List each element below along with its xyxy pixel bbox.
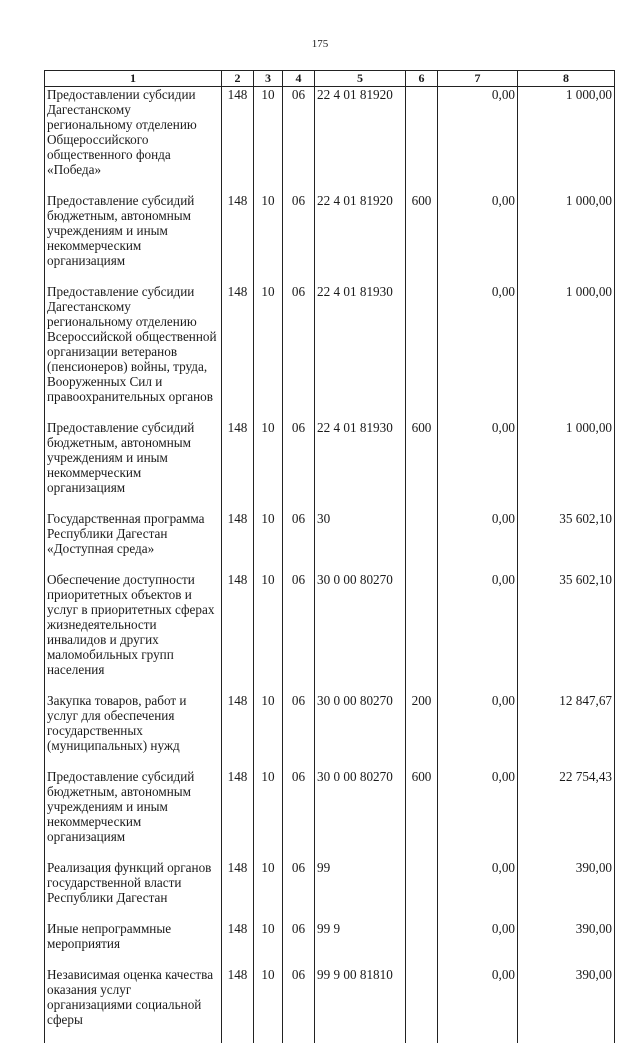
column-header-row	[45, 71, 615, 87]
row-code-4: 06	[283, 967, 315, 1043]
row-amount-8: 35 602,10	[518, 511, 615, 572]
row-amount-8: 1 000,00	[518, 420, 615, 511]
row-code-5: 30 0 00 80270	[315, 769, 406, 860]
row-code-6	[406, 572, 438, 693]
row-code-2: 148	[222, 420, 254, 511]
column-header: 7	[438, 71, 518, 87]
row-code-2: 148	[222, 193, 254, 284]
row-amount-8: 1 000,00	[518, 284, 615, 420]
row-name: Предоставление субсидий бюджетным, автономным учреждениям и иным некоммерческим организациям	[45, 769, 222, 860]
row-amount-7: 0,00	[438, 284, 518, 420]
row-code-3: 10	[254, 284, 283, 420]
row-code-5: 22 4 01 81930	[315, 284, 406, 420]
row-amount-8: 390,00	[518, 921, 615, 967]
row-code-6	[406, 284, 438, 420]
table-row	[45, 193, 615, 284]
column-header: 8	[518, 71, 615, 87]
row-name: Независимая оценка качества оказания услуг организациями социальной сферы	[45, 967, 222, 1043]
row-code-5: 30 0 00 80270	[315, 693, 406, 769]
row-code-6	[406, 921, 438, 967]
row-name: Предоставлении субсидии Дагестанскому региональному отделению Общероссийского общественного фонда «Победа»	[45, 87, 222, 194]
row-name: Реализация функций органов государственной власти Республики Дагестан	[45, 860, 222, 921]
row-code-5: 22 4 01 81930	[315, 420, 406, 511]
row-code-4: 06	[283, 193, 315, 284]
table-body	[45, 87, 615, 1043]
table-row	[45, 860, 615, 921]
row-code-3: 10	[254, 87, 283, 194]
row-amount-7: 0,00	[438, 193, 518, 284]
row-code-2: 148	[222, 87, 254, 194]
row-code-3: 10	[254, 769, 283, 860]
row-code-4: 06	[283, 284, 315, 420]
row-amount-8: 22 754,43	[518, 769, 615, 860]
row-code-2: 148	[222, 967, 254, 1043]
row-name: Предоставление субсидии Дагестанскому региональному отделению Всероссийской общественной организации ветеранов (пенсионеров) войны, труда, Вооруженных Сил и правоохранительных органов	[45, 284, 222, 420]
row-amount-8: 1 000,00	[518, 193, 615, 284]
table-row	[45, 284, 615, 420]
row-amount-8: 390,00	[518, 967, 615, 1043]
row-amount-8: 35 602,10	[518, 572, 615, 693]
row-amount-8: 12 847,67	[518, 693, 615, 769]
row-amount-7: 0,00	[438, 967, 518, 1043]
table-row	[45, 967, 615, 1043]
row-code-4: 06	[283, 860, 315, 921]
row-code-2: 148	[222, 860, 254, 921]
row-code-5: 30 0 00 80270	[315, 572, 406, 693]
row-code-2: 148	[222, 693, 254, 769]
row-amount-8: 390,00	[518, 860, 615, 921]
table-row	[45, 693, 615, 769]
row-code-2: 148	[222, 572, 254, 693]
row-code-6	[406, 511, 438, 572]
row-code-4: 06	[283, 769, 315, 860]
column-header: 6	[406, 71, 438, 87]
row-code-5: 99 9 00 81810	[315, 967, 406, 1043]
row-amount-7: 0,00	[438, 511, 518, 572]
row-name: Государственная программа Республики Дагестан «Доступная среда»	[45, 511, 222, 572]
row-amount-7: 0,00	[438, 87, 518, 194]
row-code-3: 10	[254, 572, 283, 693]
budget-table	[44, 70, 615, 1043]
row-name: Обеспечение доступности приоритетных объектов и услуг в приоритетных сферах жизнедеятельности инвалидов и других маломобильных групп населения	[45, 572, 222, 693]
column-header: 5	[315, 71, 406, 87]
row-code-2: 148	[222, 769, 254, 860]
column-header: 4	[283, 71, 315, 87]
table-row	[45, 420, 615, 511]
page-number: 175	[0, 38, 640, 50]
table-row	[45, 921, 615, 967]
row-amount-7: 0,00	[438, 420, 518, 511]
row-code-3: 10	[254, 420, 283, 511]
row-code-3: 10	[254, 693, 283, 769]
row-amount-7: 0,00	[438, 693, 518, 769]
row-code-6: 600	[406, 193, 438, 284]
row-code-6	[406, 860, 438, 921]
row-code-4: 06	[283, 87, 315, 194]
row-code-2: 148	[222, 921, 254, 967]
row-code-6: 200	[406, 693, 438, 769]
column-header: 3	[254, 71, 283, 87]
row-code-4: 06	[283, 572, 315, 693]
row-code-6: 600	[406, 420, 438, 511]
row-code-3: 10	[254, 967, 283, 1043]
row-code-4: 06	[283, 693, 315, 769]
row-code-4: 06	[283, 921, 315, 967]
row-code-5: 22 4 01 81920	[315, 193, 406, 284]
row-amount-7: 0,00	[438, 860, 518, 921]
row-code-6	[406, 87, 438, 194]
row-code-5: 99	[315, 860, 406, 921]
row-amount-7: 0,00	[438, 572, 518, 693]
row-amount-7: 0,00	[438, 769, 518, 860]
row-name: Предоставление субсидий бюджетным, автономным учреждениям и иным некоммерческим организациям	[45, 420, 222, 511]
row-amount-7: 0,00	[438, 921, 518, 967]
table-row	[45, 87, 615, 194]
row-code-3: 10	[254, 193, 283, 284]
row-code-6: 600	[406, 769, 438, 860]
row-code-2: 148	[222, 511, 254, 572]
row-code-4: 06	[283, 420, 315, 511]
table-row	[45, 572, 615, 693]
row-code-2: 148	[222, 284, 254, 420]
row-name: Иные непрограммные мероприятия	[45, 921, 222, 967]
column-header: 2	[222, 71, 254, 87]
row-code-4: 06	[283, 511, 315, 572]
row-code-3: 10	[254, 511, 283, 572]
row-code-6	[406, 967, 438, 1043]
row-code-5: 99 9	[315, 921, 406, 967]
column-header: 1	[45, 71, 222, 87]
table-row	[45, 769, 615, 860]
row-name: Предоставление субсидий бюджетным, автономным учреждениям и иным некоммерческим организациям	[45, 193, 222, 284]
row-name: Закупка товаров, работ и услуг для обеспечения государственных (муниципальных) нужд	[45, 693, 222, 769]
row-amount-8: 1 000,00	[518, 87, 615, 194]
row-code-3: 10	[254, 921, 283, 967]
row-code-3: 10	[254, 860, 283, 921]
row-code-5: 30	[315, 511, 406, 572]
table-row	[45, 511, 615, 572]
row-code-5: 22 4 01 81920	[315, 87, 406, 194]
